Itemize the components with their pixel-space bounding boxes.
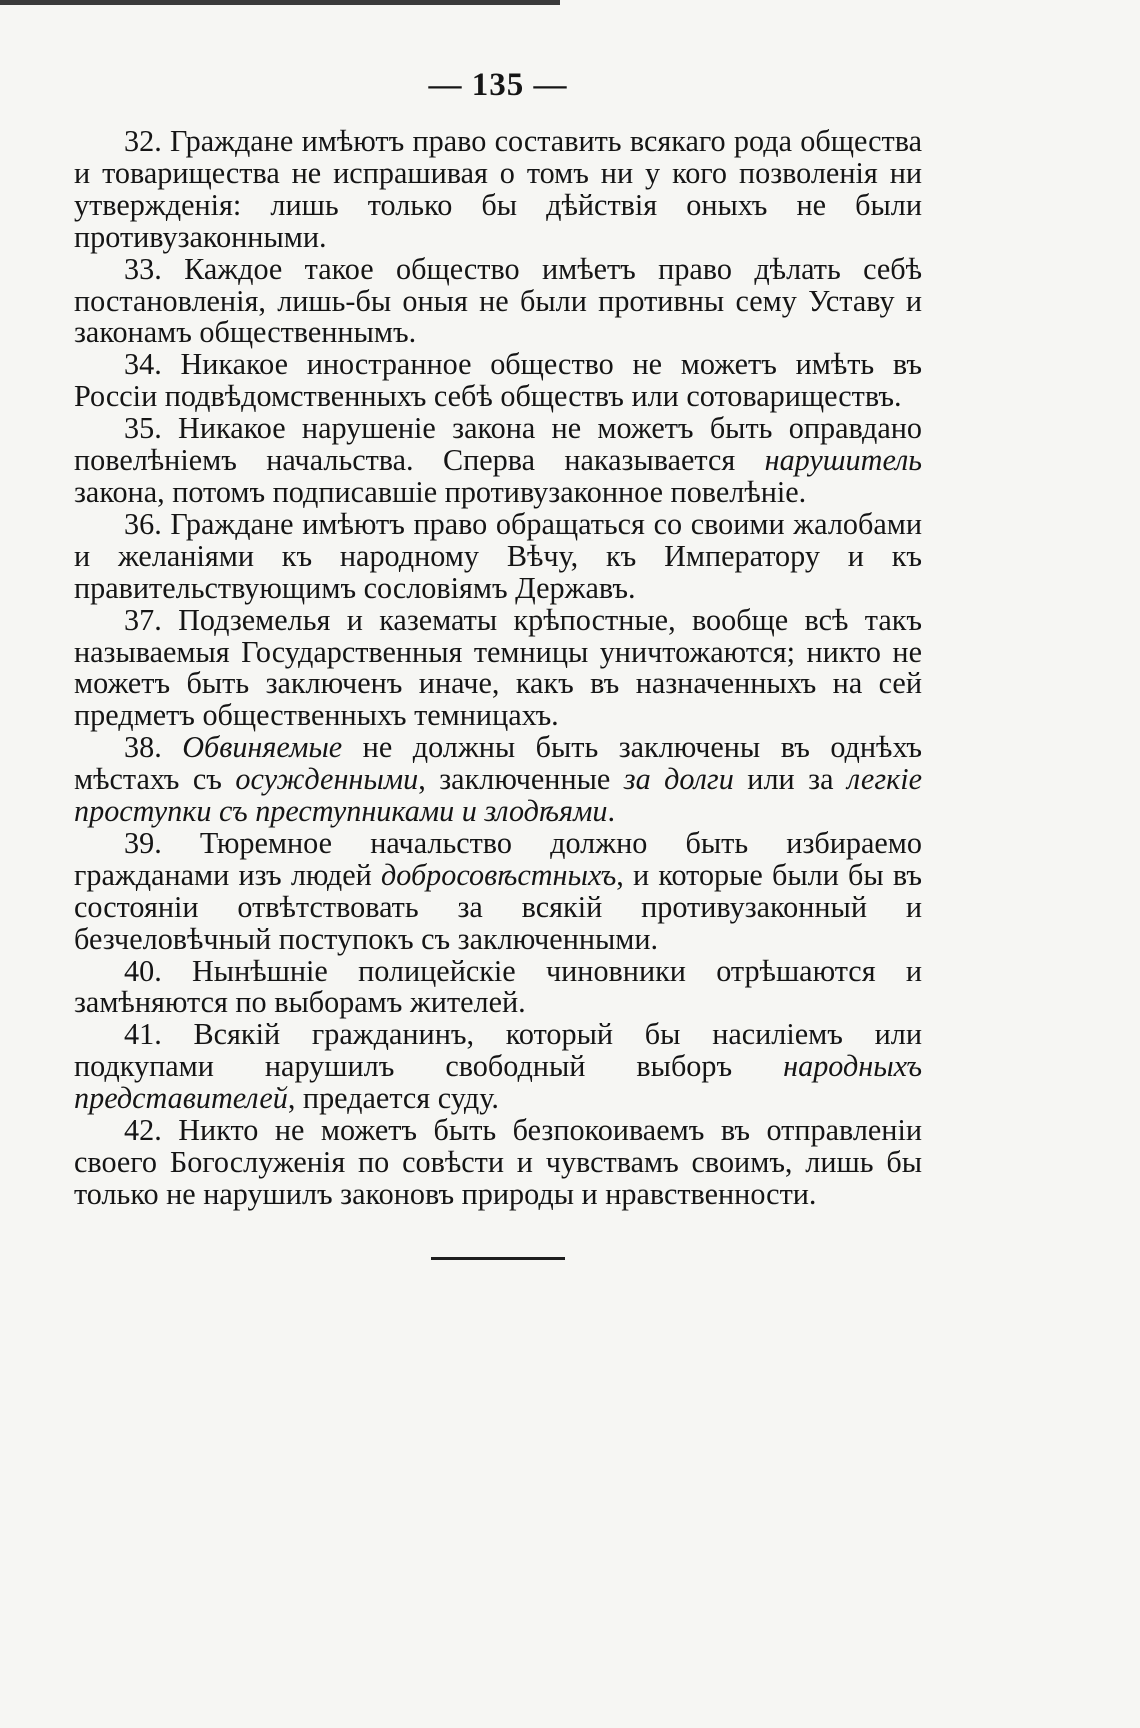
text-run: 34. Никакое иностранное общество не можетъ имѣть въ Россіи подвѣдомственныхъ себѣ обществъ или сотовариществъ. — [74, 347, 922, 414]
text-run: 35. Никакое нарушеніе закона не можетъ быть оправдано повелѣніемъ начальства. Сперва наказывается — [74, 411, 922, 478]
article-paragraph — [74, 126, 922, 254]
article-paragraph — [74, 251, 922, 350]
text-run: 39. Тюремное начальство должно быть избираемо гражданами изъ людей — [74, 825, 922, 892]
article-paragraph — [74, 413, 922, 509]
article-paragraph — [74, 1019, 922, 1115]
text-run: , предается суду. — [287, 1081, 499, 1116]
text-run: , и которые были бы въ состояніи отвѣтствовать за всякій противузаконный и безчеловѣчный поступокъ съ заключенными. — [74, 857, 922, 956]
text-run: . — [607, 794, 616, 829]
article-paragraph — [74, 953, 922, 1020]
text-run: , заключенные — [418, 762, 624, 797]
book-page — [74, 62, 922, 1260]
article-paragraph — [74, 602, 922, 733]
text-run: 38. — [124, 730, 183, 765]
article-list — [74, 126, 922, 1211]
text-run: 41. Всякій гражданинъ, который бы насиліемъ или подкупами нарушилъ свободный выборъ — [74, 1017, 922, 1084]
text-run: закона, потомъ подписавшіе противузаконное повелѣніе. — [74, 474, 807, 509]
italic-emphasis: легкіе проступки съ преступниками и злодѣями — [74, 762, 922, 829]
text-run: 32. Граждане имѣютъ право составить всякаго рода общества и товарищества не испрашивая о томъ ни у кого позволенія ни утвержденія: лишь только бы дѣйствія оныхъ не были противузаконными. — [74, 124, 922, 254]
italic-emphasis: осужденными — [235, 762, 419, 797]
italic-emphasis: народныхъ представителей — [74, 1049, 922, 1116]
article-paragraph — [74, 506, 922, 605]
article-paragraph — [74, 732, 922, 828]
closing-rule — [431, 1257, 565, 1260]
text-run: 42. Никто не можетъ быть безпокоиваемъ въ отправленіи своего Богослуженія по совѣсти и чувствамъ своимъ, лишь бы только не нарушилъ законовъ природы и нравственности. — [74, 1113, 922, 1211]
text-run: не должны быть заключены въ однѣхъ мѣстахъ съ — [74, 730, 922, 797]
text-run: 40. Нынѣшніе полицейскіе чиновники отрѣшаются и замѣняются по выборамъ жителей. — [74, 953, 922, 1020]
text-run: или за — [733, 762, 847, 797]
italic-emphasis: добросовѣстныхъ — [381, 857, 617, 892]
text-run: 33. Каждое такое общество имѣетъ право дѣлать себѣ постановленія, лишь-бы оныя не были противны сему Уставу и законамъ общественнымъ. — [74, 251, 922, 350]
italic-emphasis: нарушитель — [764, 443, 922, 478]
italic-emphasis: Обвиняемые — [182, 730, 343, 765]
italic-emphasis: за долги — [623, 762, 734, 797]
article-paragraph — [74, 825, 922, 956]
top-edge-rule — [0, 0, 560, 5]
article-paragraph — [74, 349, 922, 413]
page-number: — 135 — — [428, 67, 568, 103]
text-run: 36. Граждане имѣютъ право обращаться со своими жалобами и желаніями къ народному Вѣчу, къ Императору и къ правительствующимъ сословіямъ Державъ. — [74, 506, 922, 605]
article-paragraph — [74, 1115, 922, 1211]
text-run: 37. Подземелья и казематы крѣпостные, вообще всѣ такъ называемыя Государственныя темницы уничтожаются; никто не можетъ быть заключенъ иначе, какъ въ назначенныхъ на сей предметъ общественныхъ темницахъ. — [74, 602, 922, 733]
